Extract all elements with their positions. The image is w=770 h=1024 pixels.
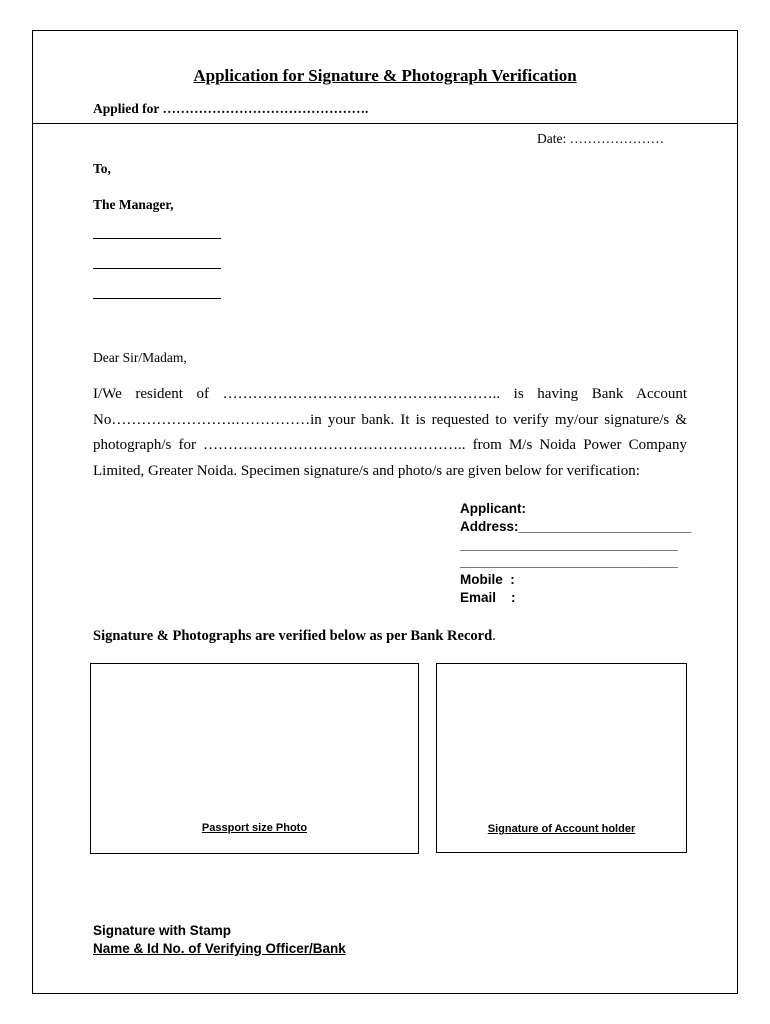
signature-with-stamp-label: Signature with Stamp	[93, 923, 232, 938]
verified-statement-period: .	[492, 628, 496, 644]
manager-label: The Manager,	[93, 197, 174, 212]
manager-address-line-2	[93, 268, 221, 269]
request-line-2: No…………………….……………in your bank. It is requested to verify my/our signature/s &	[93, 411, 687, 428]
email-label: Email :	[460, 589, 516, 605]
form-title: Application for Signature & Photograph Verification	[193, 66, 577, 85]
address-line-3: _____________________________	[460, 554, 678, 570]
salutation: Dear Sir/Madam,	[93, 350, 187, 365]
date-field: Date: …………………	[537, 131, 665, 146]
address-label: Address:_______________________	[460, 518, 692, 534]
address-line-2: _____________________________	[460, 536, 678, 552]
header-divider	[32, 123, 738, 124]
manager-address-line-3	[93, 298, 221, 299]
request-line-1: I/We resident of ……………………………………………….. is having Bank Account	[93, 386, 687, 402]
verified-statement	[93, 628, 496, 645]
passport-photo-box	[90, 663, 419, 854]
manager-address-line-1	[93, 238, 221, 239]
applicant-details	[460, 500, 691, 607]
to-label: To,	[93, 161, 111, 176]
request-line-3: photograph/s for …………………………………………….. from M/s Noida Power Company	[93, 437, 687, 453]
signature-box-caption: Signature of Account holder	[487, 823, 636, 835]
verifying-officer-label: Name & Id No. of Verifying Officer/Bank	[93, 941, 346, 956]
request-paragraph	[93, 382, 687, 484]
passport-photo-caption: Passport size Photo	[201, 822, 308, 834]
mobile-label: Mobile :	[460, 572, 515, 588]
applied-for-field: Applied for ……………………………………….	[93, 101, 369, 116]
request-line-4: Limited, Greater Noida. Specimen signature/s and photo/s are given below for verification:	[93, 462, 640, 479]
account-holder-signature-box	[436, 663, 687, 853]
applicant-label: Applicant:	[460, 501, 526, 516]
verified-statement-text: Signature & Photographs are verified below as per Bank Record	[93, 628, 493, 644]
